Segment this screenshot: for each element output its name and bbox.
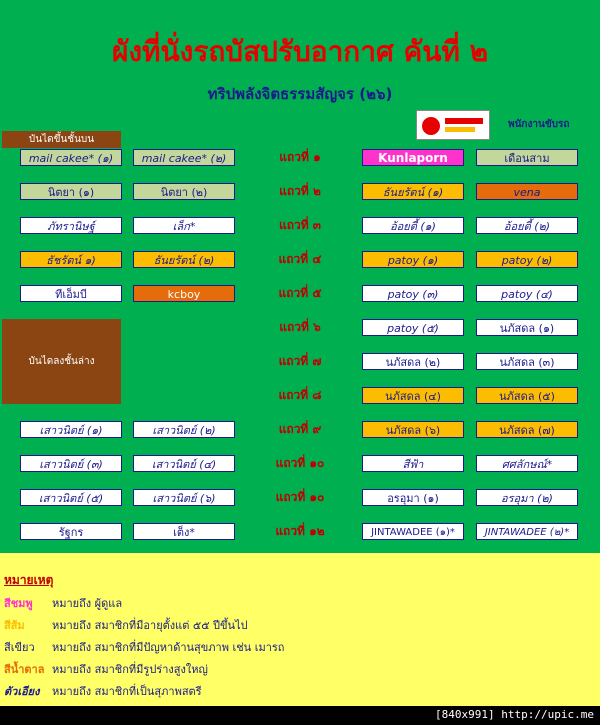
row-label-3: แถวที่ ๓ [278, 218, 322, 232]
seat-r9-a[interactable]: เสาวนิตย์ (๑) [20, 421, 122, 438]
note-key-1: สีชมพู [4, 597, 33, 610]
seat-r11-d[interactable]: อรอุมา (๒) [476, 489, 578, 506]
seat-r12-b[interactable]: เต็ง* [133, 523, 235, 540]
page-title: ผังที่นั่งรถบัสปรับอากาศ คันที่ ๒ [111, 35, 489, 68]
seat-r3-a[interactable]: ภัทรานิษฐ์ [20, 217, 122, 234]
note-text-5: หมายถึง สมาชิกที่เป็นสุภาพสตรี [52, 685, 202, 698]
seat-r7-d[interactable]: นภัสดล (๓) [476, 353, 578, 370]
lower-deck-stair: บันไดลงชั้นล่าง [2, 319, 121, 404]
seat-r9-d[interactable]: นภัสดล (๗) [476, 421, 578, 438]
seat-r9-c[interactable]: นภัสดล (๖) [362, 421, 464, 438]
note-item-4 [4, 660, 208, 678]
seat-r5-b[interactable]: kcboy [133, 285, 235, 302]
upper-deck-stair: บันไดขึ้นชั้นบน [2, 131, 121, 148]
seat-r2-d[interactable]: vena [476, 183, 578, 200]
seat-r2-c[interactable]: ธันยรัตน์ (๑) [362, 183, 464, 200]
note-key-4: สีน้ำตาล [4, 663, 45, 676]
page-subtitle: ทริปพลังจิตธรรมสัญจร (๒๖) [207, 85, 393, 103]
note-item-5 [4, 682, 202, 700]
seat-r2-a[interactable]: นิตยา (๑) [20, 183, 122, 200]
row-label-11: แถวที่ ๑๐ [275, 490, 325, 504]
row-label-1: แถวที่ ๑ [279, 150, 321, 164]
note-item-1 [4, 594, 122, 612]
seat-r5-a[interactable]: ทีเอ็มบี [20, 285, 122, 302]
notes-heading: หมายเหตุ [4, 573, 54, 587]
seat-r1-a[interactable]: mail cakee* (๑) [20, 149, 122, 166]
note-text-2: หมายถึง สมาชิกที่มีอายุตั้งแต่ ๕๕ ปีขึ้นไป [52, 619, 248, 632]
seat-r7-c[interactable]: นภัสดล (๒) [362, 353, 464, 370]
seat-r5-c[interactable]: patoy (๓) [362, 285, 464, 302]
note-item-3 [4, 638, 284, 656]
row-label-9: แถวที่ ๙ [278, 422, 322, 436]
tour-logo-image [416, 110, 490, 140]
seat-r4-d[interactable]: patoy (๒) [476, 251, 578, 268]
seat-r11-b[interactable]: เสาวนิตย์ (๖) [133, 489, 235, 506]
seat-r3-d[interactable]: อ้อยตี้ (๒) [476, 217, 578, 234]
image-footer [0, 706, 600, 725]
note-key-2: สีส้ม [4, 619, 25, 632]
row-label-10: แถวที่ ๑๐ [275, 456, 325, 470]
seat-r3-c[interactable]: อ้อยตี้ (๑) [362, 217, 464, 234]
seat-r5-d[interactable]: patoy (๔) [476, 285, 578, 302]
seat-r12-c[interactable]: JINTAWADEE (๑)* [362, 523, 464, 540]
notes-panel [0, 553, 600, 706]
seat-r12-d[interactable]: JINTAWADEE (๒)* [476, 523, 578, 540]
driver-label: พนักงานขับรถ [508, 119, 570, 130]
seat-r10-d[interactable]: ศศลักษณ์* [476, 455, 578, 472]
seat-r1-b[interactable]: mail cakee* (๒) [133, 149, 235, 166]
seat-r9-b[interactable]: เสาวนิตย์ (๒) [133, 421, 235, 438]
row-label-6: แถวที่ ๖ [279, 320, 321, 334]
seat-r3-b[interactable]: เล็ก* [133, 217, 235, 234]
seat-r11-a[interactable]: เสาวนิตย์ (๕) [20, 489, 122, 506]
seat-r1-d[interactable]: เดือนสาม [476, 149, 578, 166]
seat-r10-b[interactable]: เสาวนิตย์ (๔) [133, 455, 235, 472]
seat-r8-d[interactable]: นภัสดล (๕) [476, 387, 578, 404]
seat-r4-a[interactable]: ธัชรัตน์ ๑) [20, 251, 122, 268]
footer-watermark: [840x991] http://upic.me [435, 708, 594, 721]
seat-r10-a[interactable]: เสาวนิตย์ (๓) [20, 455, 122, 472]
seat-r12-a[interactable]: รัฐกร [20, 523, 122, 540]
row-label-7: แถวที่ ๗ [278, 354, 322, 368]
note-text-4: หมายถึง สมาชิกที่มีรูปร่างสูงใหญ่ [52, 663, 208, 676]
seat-r2-b[interactable]: นิตยา (๒) [133, 183, 235, 200]
row-label-8: แถวที่ ๘ [278, 388, 322, 402]
row-label-4: แถวที่ ๔ [278, 252, 322, 266]
seat-r10-c[interactable]: สีฟ้า [362, 455, 464, 472]
row-label-2: แถวที่ ๒ [279, 184, 321, 198]
seat-r6-c[interactable]: patoy (๕) [362, 319, 464, 336]
seat-r6-d[interactable]: นภัสดล (๑) [476, 319, 578, 336]
note-text-1: หมายถึง ผู้ดูแล [52, 597, 123, 610]
seat-r1-c[interactable]: Kunlaporn [362, 149, 464, 166]
seat-r4-b[interactable]: ธันยรัตน์ (๒) [133, 251, 235, 268]
row-label-5: แถวที่ ๕ [278, 286, 322, 300]
seat-r11-c[interactable]: อรอุมา (๑) [362, 489, 464, 506]
note-key-5: ตัวเอียง [4, 685, 40, 698]
note-item-2 [4, 616, 248, 634]
row-label-12: แถวที่ ๑๒ [275, 524, 325, 538]
seat-r8-c[interactable]: นภัสดล (๔) [362, 387, 464, 404]
tour-logo-icon [417, 111, 489, 139]
note-key-3: สีเขียว [4, 641, 35, 654]
seat-r4-c[interactable]: patoy (๑) [362, 251, 464, 268]
note-text-3: หมายถึง สมาชิกที่มีปัญหาด้านสุขภาพ เช่น เมารถ [52, 641, 285, 654]
